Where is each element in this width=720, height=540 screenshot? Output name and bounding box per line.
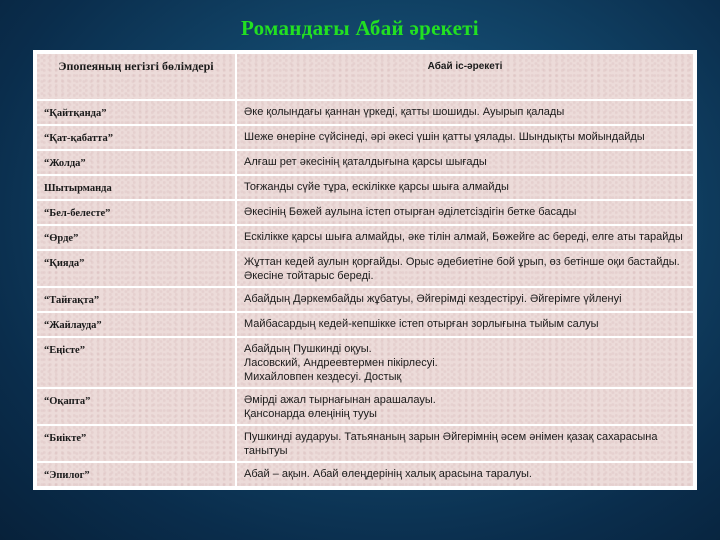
part-name-cell: “Бел-белесте” (37, 201, 235, 224)
action-description-line: Әмірді ажал тырнағынан арашалауы. (244, 394, 436, 406)
action-description-line: Алғаш рет әкесінің қаталдығына қарсы шығады (244, 156, 487, 168)
action-description-cell (237, 389, 693, 424)
events-table-frame (33, 50, 697, 490)
part-name-cell: “Еңісте” (37, 338, 235, 387)
action-description-line: Тоғжанды сүйе тұра, ескілікке қарсы шыға алмайды (244, 181, 509, 193)
part-name-cell: “Жайлауда” (37, 313, 235, 336)
table-row (37, 288, 693, 311)
action-description-line: Михайловпен кездесуі. Достық (244, 371, 402, 383)
action-description-cell (237, 151, 693, 174)
action-description-cell (237, 226, 693, 249)
table-header-row (37, 54, 693, 99)
part-name-cell: Шытырманда (37, 176, 235, 199)
part-name-cell: “Қайтқанда” (37, 101, 235, 124)
table-row (37, 101, 693, 124)
action-description-line: Әкесінің Бөжей аулына істеп отырған әділетсіздігін бетке басады (244, 206, 577, 218)
events-table (35, 52, 695, 488)
table-row (37, 151, 693, 174)
action-description-cell (237, 176, 693, 199)
table-row (37, 176, 693, 199)
action-description-cell (237, 251, 693, 286)
part-name-cell: “Қат-қабатта” (37, 126, 235, 149)
action-description-cell (237, 338, 693, 387)
table-row (37, 389, 693, 424)
action-description-line: Майбасардың кедей-кепшікке істеп отырған зорлығына тыйым салуы (244, 318, 599, 330)
action-description-cell (237, 101, 693, 124)
action-description-cell (237, 426, 693, 461)
table-row (37, 426, 693, 461)
action-description-line: Ескілікке қарсы шыға алмайды, әке тілін алмай, Бөжейге ас береді, елге аты тарайды (244, 231, 683, 243)
action-description-cell (237, 288, 693, 311)
table-row (37, 463, 693, 486)
table-row (37, 226, 693, 249)
action-description-line: Абайдың Дәркембайды жұбатуы, Әйгерімді кездестіруі. Әйгерімге үйленуі (244, 293, 622, 305)
part-name-cell: “Өрде” (37, 226, 235, 249)
table-row (37, 338, 693, 387)
action-description-cell (237, 201, 693, 224)
part-name-cell: “Жолда” (37, 151, 235, 174)
table-row (37, 201, 693, 224)
part-name-cell: “Қияда” (37, 251, 235, 286)
action-description-line: Абайдың Пушкинді оқуы. (244, 343, 372, 355)
action-description-line: Абай – ақын. Абай өлеңдерінің халық арасына таралуы. (244, 468, 532, 480)
action-description-cell (237, 313, 693, 336)
part-name-cell: “Тайғақта” (37, 288, 235, 311)
table-row (37, 126, 693, 149)
part-name-cell: “Эпилог” (37, 463, 235, 486)
action-description-line: Әке қолындағы қаннан үркеді, қатты шошиды. Ауырып қалады (244, 106, 565, 118)
part-name-cell: “Оқапта” (37, 389, 235, 424)
action-description-cell (237, 126, 693, 149)
action-description-cell (237, 463, 693, 486)
action-description-line: Шеже өнеріне сүйсінеді, әрі әкесі үшін қатты ұялады. Шындықты мойындайды (244, 131, 645, 143)
action-description-line: Ласовский, Андреевтермен пікірлесуі. (244, 357, 438, 369)
table-body (37, 101, 693, 486)
header-parts: Эпопеяның негізгі бөлімдері (37, 54, 235, 99)
header-actions: Абай іс-әрекеті (237, 54, 693, 99)
slide-title: Романдағы Абай әрекеті (241, 16, 479, 40)
table-row (37, 313, 693, 336)
part-name-cell: “Биікте” (37, 426, 235, 461)
action-description-line: Қансонарда өлеңінің тууы (244, 408, 377, 420)
action-description-line: Жұттан кедей аулын қорғайды. Орыс әдебиетіне бой ұрып, өз бетінше оқи бастайды. Әкесіне тойтарыс береді. (244, 256, 680, 282)
table-row (37, 251, 693, 286)
action-description-line: Пушкинді аударуы. Татьянаның зарын Әйгерімнің әсем әнімен қазақ сахарасына танытуы (244, 431, 658, 457)
